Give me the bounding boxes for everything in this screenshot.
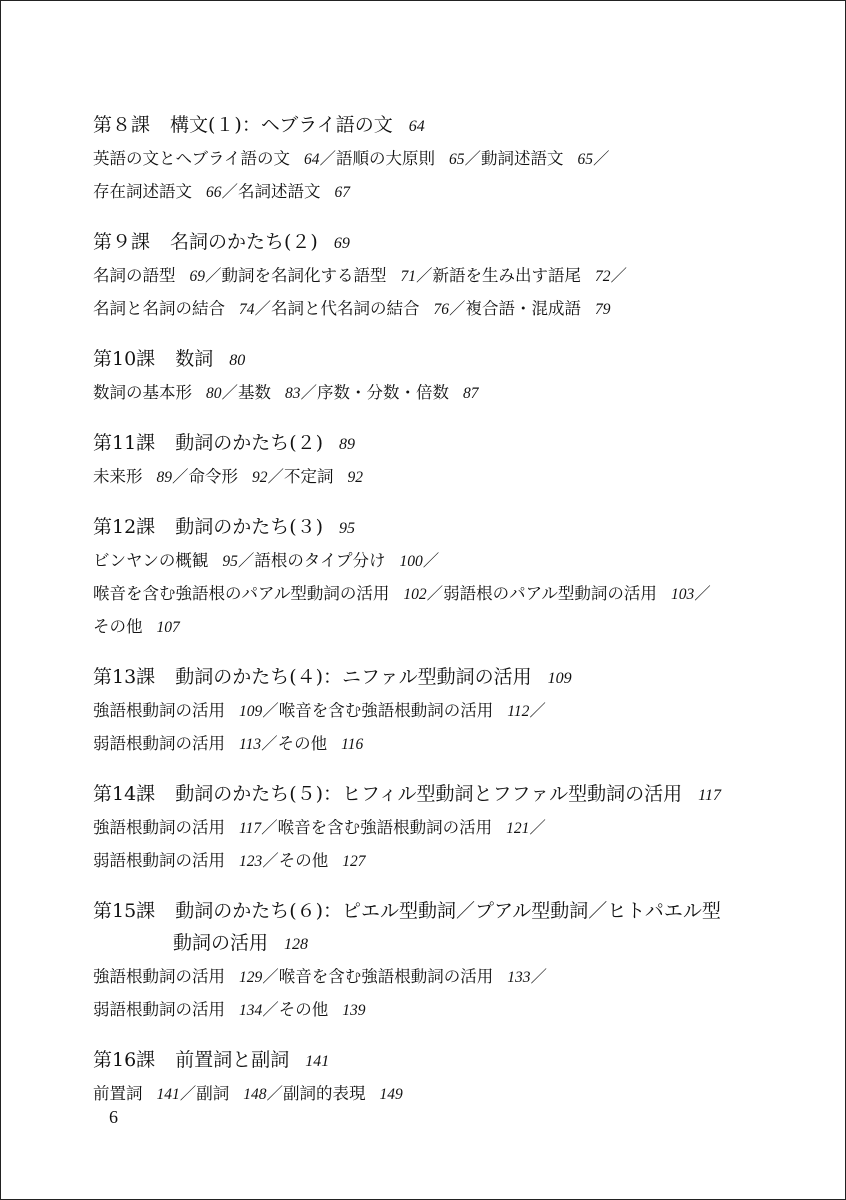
section-title: その他 (278, 851, 329, 870)
section-page-number: 69 (189, 268, 205, 285)
section-page-number: 66 (206, 184, 222, 201)
separator-slash: ／ (266, 1084, 283, 1103)
section-page-number: 74 (239, 301, 255, 318)
section-page-number: 113 (239, 736, 262, 753)
section-title: 弱語根動詞の活用 (93, 734, 225, 753)
section-line (93, 545, 793, 578)
trailing-slash: ／ (529, 701, 546, 720)
lesson-heading[interactable] (93, 109, 793, 143)
section-title: 副詞的表現 (283, 1084, 366, 1103)
section-line (93, 1078, 793, 1111)
section-page-number: 100 (399, 553, 423, 570)
section-title: 未来形 (93, 467, 143, 486)
lesson-block (93, 343, 793, 410)
section-page-number: 148 (243, 1086, 267, 1103)
lesson-title: 動詞のかたち(３) (175, 516, 324, 538)
section-entry[interactable] (93, 266, 205, 285)
section-page-number: 80 (206, 385, 222, 402)
section-line (93, 143, 793, 176)
section-title: 喉音を含む強語根のパアル型動詞の活用 (93, 584, 390, 603)
section-page-number: 92 (347, 469, 363, 486)
section-page-number: 141 (156, 1086, 180, 1103)
section-title: その他 (93, 617, 143, 636)
section-entry[interactable] (317, 383, 479, 402)
section-title: 序数・分数・倍数 (317, 383, 449, 402)
lesson-heading[interactable] (93, 778, 793, 812)
trailing-slash: ／ (593, 149, 610, 168)
lesson-number: 第16課 (93, 1049, 156, 1071)
section-title: 語根のタイプ分け (254, 551, 386, 570)
lesson-title: 名詞のかたち(２) (170, 231, 318, 253)
section-title: 名詞の語型 (93, 266, 176, 285)
section-entry[interactable] (93, 617, 180, 636)
lesson-page-number: 128 (284, 936, 309, 953)
section-entry[interactable] (279, 1000, 366, 1019)
section-entry[interactable] (278, 734, 364, 753)
section-title: 弱語根動詞の活用 (93, 1000, 225, 1019)
page-number: 6 (109, 1107, 118, 1127)
separator-slash: ／ (449, 299, 466, 318)
section-title: その他 (277, 734, 328, 753)
section-title: 弱語根動詞の活用 (93, 851, 225, 870)
lesson-block (93, 226, 793, 326)
separator-slash: ／ (262, 851, 279, 870)
separator-slash: ／ (172, 467, 189, 486)
lesson-number: 第11課 (93, 432, 156, 454)
section-entry[interactable] (466, 299, 611, 318)
lesson-block (93, 511, 793, 644)
trailing-slash: ／ (422, 551, 440, 570)
separator-slash: ／ (221, 182, 238, 201)
trailing-slash: ／ (529, 818, 546, 837)
section-title: 名詞と代名詞の結合 (271, 299, 420, 318)
section-title: 強語根動詞の活用 (93, 967, 225, 986)
section-line (93, 461, 793, 494)
section-page-number: 127 (342, 853, 366, 870)
section-page-number: 112 (507, 703, 530, 720)
lesson-page-number: 141 (305, 1053, 330, 1070)
section-entry[interactable] (93, 299, 255, 318)
section-page-number: 149 (379, 1086, 403, 1103)
section-title: 動詞を名詞化する語型 (221, 266, 387, 285)
separator-slash: ／ (464, 149, 482, 168)
lesson-heading[interactable] (93, 427, 793, 461)
lesson-title: 構文(１)：ヘブライ語の文 (170, 114, 393, 136)
section-entry[interactable] (279, 967, 531, 986)
trailing-slash: ／ (694, 584, 711, 603)
section-line (93, 728, 793, 761)
separator-slash: ／ (267, 467, 284, 486)
section-page-number: 109 (239, 703, 263, 720)
section-entry[interactable] (238, 182, 350, 201)
separator-slash: ／ (261, 818, 278, 837)
section-page-number: 107 (156, 619, 180, 636)
lesson-number: 第８課 (93, 114, 151, 136)
lesson-title: 数詞 (175, 348, 214, 370)
lesson-heading[interactable] (93, 226, 793, 260)
separator-slash: ／ (221, 383, 238, 402)
section-title: その他 (278, 1000, 329, 1019)
trailing-slash: ／ (530, 967, 547, 986)
section-page-number: 92 (252, 469, 268, 486)
section-title: 動詞述語文 (481, 149, 564, 168)
section-entry[interactable] (284, 467, 363, 486)
section-entry[interactable] (271, 299, 449, 318)
lesson-heading[interactable] (93, 1044, 793, 1078)
section-title: 語順の大原則 (336, 149, 436, 168)
lesson-title: 動詞のかたち(２) (175, 432, 324, 454)
separator-slash: ／ (254, 299, 271, 318)
lesson-block (93, 1044, 793, 1111)
section-entry[interactable] (283, 1084, 403, 1103)
separator-slash: ／ (416, 266, 433, 285)
section-page-number: 102 (403, 586, 427, 603)
section-line (93, 812, 793, 845)
lesson-number: 第10課 (93, 348, 156, 370)
section-line (93, 176, 793, 209)
section-entry[interactable] (93, 818, 261, 837)
section-page-number: 129 (239, 969, 263, 986)
section-line (93, 845, 793, 878)
section-entry[interactable] (93, 383, 222, 402)
section-entry[interactable] (196, 1084, 266, 1103)
section-title: 新語を生み出す語尾 (432, 266, 581, 285)
lesson-number: 第13課 (93, 666, 156, 688)
section-page-number: 71 (400, 268, 416, 285)
section-page-number: 116 (341, 736, 364, 753)
section-page-number: 103 (670, 586, 695, 603)
separator-slash: ／ (300, 383, 317, 402)
separator-slash: ／ (179, 1084, 197, 1103)
lesson-heading[interactable] (93, 661, 793, 695)
lesson-number: 第９課 (93, 231, 151, 253)
lesson-title-continued (93, 927, 793, 961)
section-entry[interactable] (433, 266, 611, 285)
section-entry[interactable] (278, 818, 530, 837)
section-title: 強語根動詞の活用 (93, 701, 225, 720)
section-page-number: 76 (433, 301, 449, 318)
section-line (93, 260, 793, 293)
lesson-title-line2: 動詞の活用 (173, 932, 269, 954)
section-title: 存在詞述語文 (93, 182, 192, 201)
lesson-page-number: 89 (339, 436, 356, 453)
section-title: ビンヤンの概観 (93, 551, 209, 570)
lesson-block (93, 109, 793, 209)
section-entry[interactable] (238, 383, 301, 402)
lesson-heading[interactable] (93, 511, 793, 545)
section-page-number: 67 (334, 184, 350, 201)
lesson-block (93, 661, 793, 761)
section-title: 前置詞 (93, 1084, 143, 1103)
section-line (93, 611, 793, 644)
section-title: 喉音を含む強語根動詞の活用 (278, 701, 494, 720)
section-entry[interactable] (481, 149, 593, 168)
section-title: 英語の文とヘブライ語の文 (93, 149, 291, 168)
section-entry[interactable] (93, 701, 262, 720)
section-page-number: 123 (239, 853, 263, 870)
section-line (93, 578, 793, 611)
lesson-title: 前置詞と副詞 (175, 1049, 290, 1071)
lesson-page-number: 109 (547, 670, 572, 687)
lesson-heading[interactable] (93, 343, 793, 377)
section-entry[interactable] (279, 851, 366, 870)
section-entry[interactable] (254, 551, 422, 570)
separator-slash: ／ (426, 584, 444, 603)
section-title: 喉音を含む強語根動詞の活用 (278, 967, 494, 986)
section-page-number: 65 (577, 151, 594, 168)
lesson-title: 動詞のかたち(６)：ピエル型動詞／プアル型動詞／ヒトパエル型 (175, 900, 721, 922)
separator-slash: ／ (262, 701, 279, 720)
section-entry[interactable] (93, 182, 222, 201)
section-page-number: 87 (463, 385, 479, 402)
section-page-number: 117 (239, 820, 262, 837)
lesson-page-number: 64 (408, 118, 425, 135)
section-title: 強語根動詞の活用 (93, 818, 225, 837)
separator-slash: ／ (262, 967, 279, 986)
separator-slash: ／ (261, 734, 278, 753)
section-page-number: 83 (285, 385, 301, 402)
section-entry[interactable] (93, 851, 262, 870)
lesson-number: 第15課 (93, 900, 156, 922)
section-entry[interactable] (336, 149, 465, 168)
lesson-block (93, 427, 793, 494)
section-page-number: 134 (239, 1002, 263, 1019)
section-page-number: 72 (595, 268, 611, 285)
section-entry[interactable] (93, 584, 427, 603)
section-line (93, 377, 793, 410)
section-entry[interactable] (93, 1084, 180, 1103)
section-page-number: 65 (449, 151, 465, 168)
section-page-number: 121 (506, 820, 530, 837)
trailing-slash: ／ (610, 266, 627, 285)
section-line (93, 994, 793, 1027)
section-title: 副詞 (196, 1084, 230, 1103)
separator-slash: ／ (237, 551, 255, 570)
section-title: 名詞と名詞の結合 (93, 299, 225, 318)
section-title: 命令形 (188, 467, 238, 486)
section-entry[interactable] (93, 149, 320, 168)
section-entry[interactable] (189, 467, 268, 486)
lesson-block (93, 895, 793, 1027)
section-title: 喉音を含む強語根動詞の活用 (277, 818, 493, 837)
lesson-number: 第12課 (93, 516, 156, 538)
section-page-number: 64 (304, 151, 320, 168)
lesson-heading[interactable] (93, 895, 793, 961)
table-of-contents (93, 109, 793, 1128)
section-line (93, 293, 793, 326)
section-page-number: 89 (156, 469, 172, 486)
lesson-page-number: 95 (339, 520, 356, 537)
lesson-number: 第14課 (93, 783, 156, 805)
section-page-number: 95 (222, 553, 238, 570)
lesson-title: 動詞のかたち(４)：ニファル型動詞の活用 (175, 666, 532, 688)
section-title: 基数 (238, 383, 271, 402)
section-title: 数詞の基本形 (93, 383, 192, 402)
lesson-title: 動詞のかたち(５)：ヒフィル型動詞とフファル型動詞の活用 (175, 783, 683, 805)
section-title: 名詞述語文 (238, 182, 321, 201)
separator-slash: ／ (262, 1000, 279, 1019)
lesson-page-number: 69 (333, 235, 350, 252)
lesson-page-number: 117 (698, 787, 721, 804)
lesson-page-number: 80 (229, 352, 246, 369)
section-line (93, 695, 793, 728)
section-entry[interactable] (93, 967, 262, 986)
section-entry[interactable] (93, 467, 172, 486)
section-title: 複合語・混成語 (465, 299, 581, 318)
section-line (93, 961, 793, 994)
section-entry[interactable] (443, 584, 694, 603)
section-page-number: 133 (507, 969, 531, 986)
section-page-number: 139 (342, 1002, 366, 1019)
lesson-block (93, 778, 793, 878)
section-entry[interactable] (279, 701, 530, 720)
section-page-number: 79 (595, 301, 611, 318)
separator-slash: ／ (319, 149, 337, 168)
section-entry[interactable] (222, 266, 417, 285)
section-entry[interactable] (93, 734, 261, 753)
section-title: 弱語根のパアル型動詞の活用 (443, 584, 657, 603)
section-title: 不定詞 (284, 467, 334, 486)
separator-slash: ／ (205, 266, 222, 285)
section-entry[interactable] (93, 551, 238, 570)
section-entry[interactable] (93, 1000, 262, 1019)
